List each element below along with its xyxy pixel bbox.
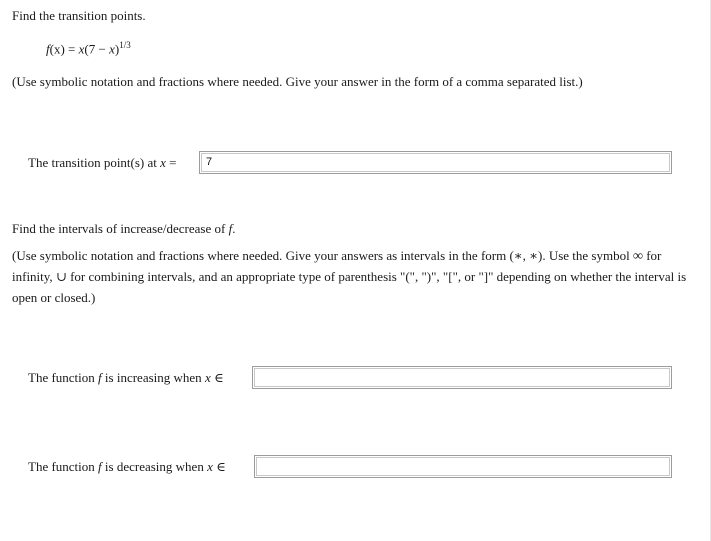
function-close: ) [114, 41, 120, 57]
function-name: f [46, 41, 50, 57]
increasing-mid: is increasing when [101, 370, 205, 385]
union-symbol: ∪ [55, 269, 67, 284]
transition-label-var: x [160, 155, 166, 170]
increasing-var-f: f [98, 370, 102, 385]
decreasing-label [28, 459, 226, 475]
transition-instructions: (Use symbolic notation and fractions where needed. Give your answer in the form of a comma separated list.) [12, 74, 583, 89]
function-definition [46, 40, 131, 57]
instr-line1-b: . Use the symbol [542, 248, 633, 263]
intervals-prompt-prefix: Find the intervals of increase/decrease of [12, 221, 229, 236]
increasing-var-x: x [204, 370, 211, 385]
transition-points-prompt: Find the transition points. [12, 8, 146, 23]
decreasing-element-of: ∈ [212, 459, 226, 474]
intervals-prompt-var: f [228, 221, 233, 236]
increasing-interval-input[interactable] [252, 366, 672, 389]
function-var-x2: x [109, 41, 115, 57]
intervals-instructions-line1 [12, 248, 661, 265]
transition-label-suffix: = [165, 155, 177, 170]
decreasing-var-x: x [207, 459, 213, 474]
instr-line1-a: (Use symbolic notation and fractions where needed. Give your answers as intervals in the form [12, 248, 510, 263]
increasing-element-of: ∈ [210, 370, 224, 385]
decreasing-mid: is decreasing when [101, 459, 208, 474]
increasing-label [28, 370, 224, 386]
intervals-instructions-line2 [12, 269, 686, 285]
infinity-symbol: ∞ [632, 249, 643, 264]
decreasing-prefix: The function [28, 459, 99, 474]
instr-line2-a: infinity, [12, 269, 56, 284]
transition-label-prefix: The transition point(s) at [28, 155, 161, 170]
intervals-prompt [12, 221, 235, 237]
function-arg: (x) = [49, 41, 79, 57]
intervals-prompt-suffix: . [232, 221, 236, 236]
function-var-x: x [78, 41, 85, 57]
intervals-instructions-line3: open or closed.) [12, 290, 96, 305]
function-exponent: 1/3 [119, 40, 131, 50]
instr-line1-c: for [642, 248, 662, 263]
transition-points-input[interactable]: 7 [199, 151, 672, 174]
function-body: (7 − [84, 41, 110, 57]
transition-answer-label [28, 155, 177, 171]
instr-line2-b: for combining intervals, and an appropriate type of parenthesis "(", ")", "[", or "]" depending on whether the interval is [66, 269, 687, 284]
decreasing-interval-input[interactable] [254, 455, 672, 478]
decreasing-var-f: f [98, 459, 102, 474]
increasing-prefix: The function [28, 370, 99, 385]
interval-form-notation: (∗, ∗) [509, 248, 543, 263]
